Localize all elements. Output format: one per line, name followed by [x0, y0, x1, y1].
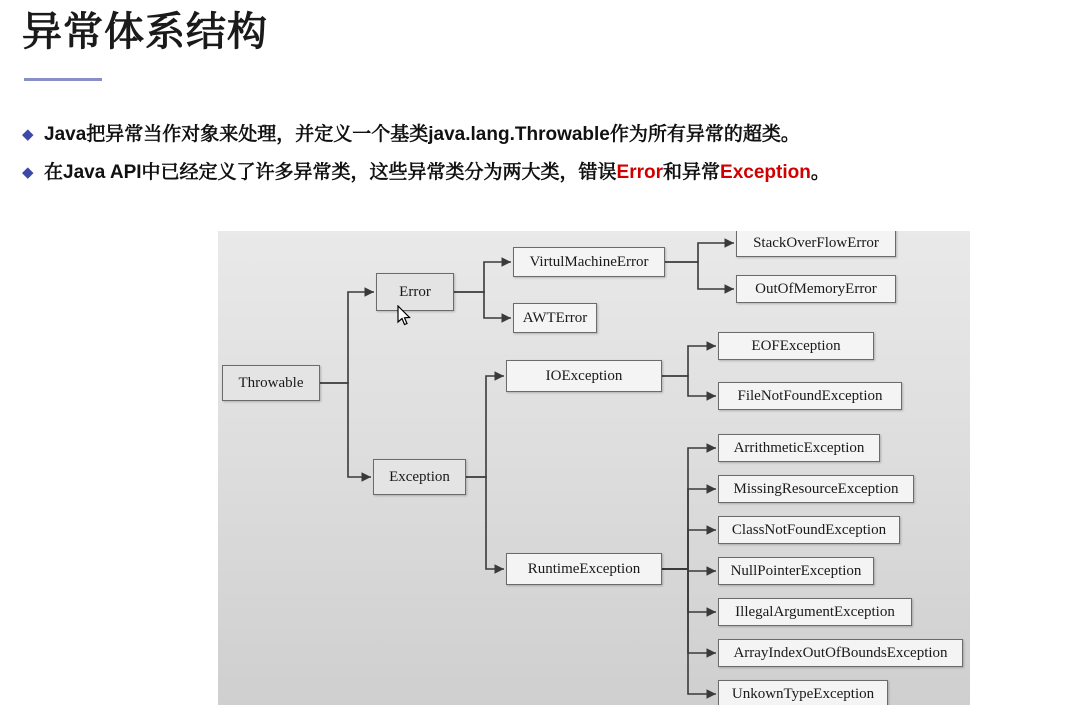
- node-missingresourceexception[interactable]: MissingResourceException: [718, 475, 914, 503]
- node-stackoverflowerror[interactable]: StackOverFlowError: [736, 231, 896, 257]
- node-awterror[interactable]: AWTError: [513, 303, 597, 333]
- node-exception[interactable]: Exception: [373, 459, 466, 495]
- bullet-segment: 和异常: [663, 162, 721, 183]
- list-item: [22, 160, 1062, 186]
- list-item: [22, 122, 1062, 148]
- node-error[interactable]: Error: [376, 273, 454, 311]
- node-virtulmachineerror[interactable]: VirtulMachineError: [513, 247, 665, 277]
- title-underline-divider: [24, 78, 102, 81]
- bullet-segment: Java把异常当作对象来处理，并定义一个基类java.lang.Throwable作为所有异常的超类。: [44, 124, 800, 145]
- node-classnotfoundexception[interactable]: ClassNotFoundException: [718, 516, 900, 544]
- bullet-segment: 在Java API中已经定义了许多异常类，这些异常类分为两大类，错误: [44, 162, 617, 183]
- node-nullpointerexception[interactable]: NullPointerException: [718, 557, 874, 585]
- node-illegalargumentexception[interactable]: IllegalArgumentException: [718, 598, 912, 626]
- exception-hierarchy-diagram: [218, 231, 970, 705]
- bullet-segment-error: Error: [616, 162, 663, 183]
- diamond-bullet-icon: ◆: [22, 164, 34, 181]
- bullet-text-1: [44, 122, 800, 148]
- bullet-segment-exception: Exception: [720, 162, 811, 183]
- bullet-text-2: [44, 160, 830, 186]
- bullet-segment: 。: [810, 162, 830, 183]
- page-title: 异常体系结构: [22, 10, 268, 54]
- node-runtimeexception[interactable]: RuntimeException: [506, 553, 662, 585]
- node-filenotfoundexception[interactable]: FileNotFoundException: [718, 382, 902, 410]
- node-arrithmeticexception[interactable]: ArrithmeticException: [718, 434, 880, 462]
- node-arrayindexoutofboundsexception[interactable]: ArrayIndexOutOfBoundsException: [718, 639, 963, 667]
- node-ioexception[interactable]: IOException: [506, 360, 662, 392]
- node-outofmemoryerror[interactable]: OutOfMemoryError: [736, 275, 896, 303]
- node-throwable[interactable]: Throwable: [222, 365, 320, 401]
- bullet-list: [22, 122, 1062, 198]
- diamond-bullet-icon: ◆: [22, 126, 34, 143]
- node-eofexception[interactable]: EOFException: [718, 332, 874, 360]
- node-unkowntypeexception[interactable]: UnkownTypeException: [718, 680, 888, 705]
